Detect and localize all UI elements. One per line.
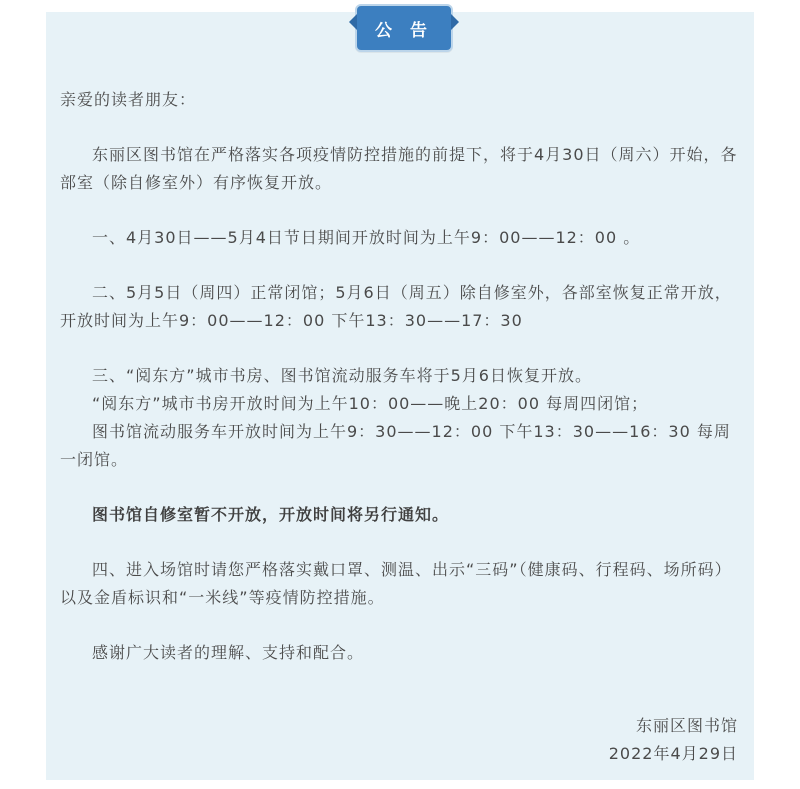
paragraph-study-room-closed: 图书馆自修室暂不开放，开放时间将另行通知。 bbox=[92, 505, 450, 524]
paragraph-thanks: 感谢广大读者的理解、支持和配合。 bbox=[92, 643, 365, 662]
spacer bbox=[60, 474, 740, 501]
notice-content bbox=[60, 86, 740, 667]
paragraph-normal-hours: 二、5月5日（周四）正常闭馆；5月6日（周五）除自修室外，各部室恢复正常开放，开放时间为上午9：00——12：00 下午13：30——17：30 bbox=[60, 283, 732, 330]
greeting: 亲爱的读者朋友： bbox=[60, 90, 197, 109]
spacer bbox=[60, 529, 740, 556]
spacer bbox=[60, 612, 740, 639]
paragraph-study-room: 三、“阅东方”城市书房、图书馆流动服务车将于5月6日恢复开放。 bbox=[92, 366, 592, 385]
paragraph-prevention-measures: 四、进入场馆时请您严格落实戴口罩、测温、出示“三码”（健康码、行程码、场所码）以及金盾标识和“一米线”等疫情防控措施。 bbox=[60, 560, 732, 607]
spacer bbox=[60, 114, 740, 141]
signature-org: 东丽区图书馆 bbox=[635, 716, 738, 735]
paragraph-city-bookroom-hours: “阅东方”城市书房开放时间为上午10：00——晚上20：00 每周四闭馆； bbox=[92, 394, 649, 413]
signature-block bbox=[609, 712, 738, 768]
paragraph-holiday-hours: 一、4月30日——5月4日节日期间开放时间为上午9：00——12：00 。 bbox=[92, 228, 641, 247]
spacer bbox=[60, 335, 740, 362]
paragraph-intro: 东丽区图书馆在严格落实各项疫情防控措施的前提下，将于4月30日（周六）开始，各部室（除自修室外）有序恢复开放。 bbox=[60, 145, 738, 192]
notice-title: 公 告 bbox=[375, 20, 433, 41]
notice-card bbox=[46, 12, 754, 780]
signature-date: 2022年4月29日 bbox=[608, 744, 738, 763]
paragraph-mobile-service-hours: 图书馆流动服务车开放时间为上午9：30——12：00 下午13：30——16：30 每周一闭馆。 bbox=[60, 422, 731, 469]
spacer bbox=[60, 197, 740, 224]
notice-title-badge bbox=[355, 4, 453, 52]
spacer bbox=[60, 252, 740, 279]
